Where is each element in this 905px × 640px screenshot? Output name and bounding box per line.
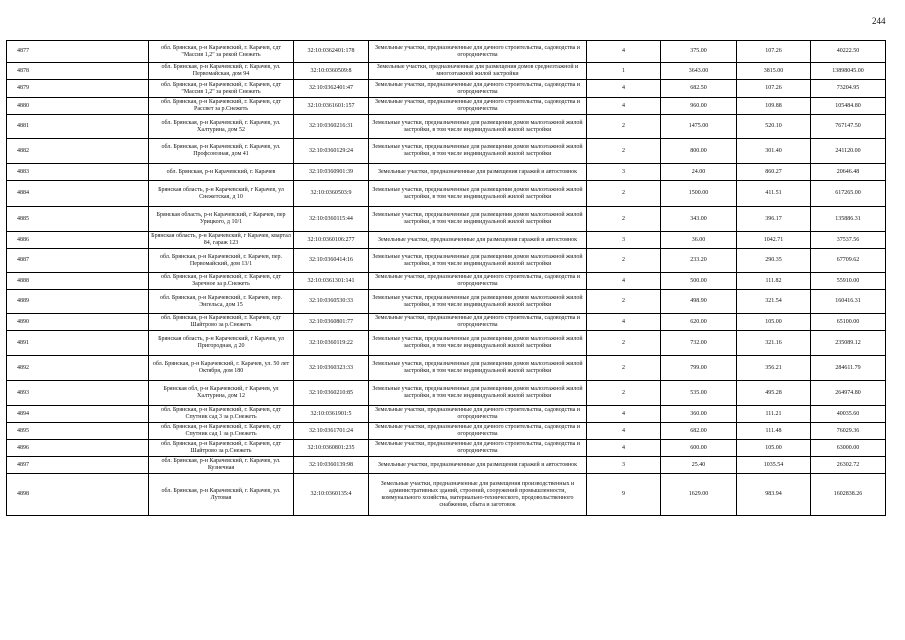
area-cell: 799.00 xyxy=(661,356,737,381)
area-cell: 800.00 xyxy=(661,139,737,164)
cadastral-value-cell: 284611.79 xyxy=(811,356,886,381)
cadastral-value-cell: 241120.00 xyxy=(811,139,886,164)
table-row xyxy=(7,290,886,314)
category-cell: 2 xyxy=(587,356,661,381)
row-number: 4878 xyxy=(7,63,149,80)
rate-cell: 301.40 xyxy=(737,139,811,164)
area-cell: 620.00 xyxy=(661,314,737,331)
cadastral-number-cell: 32:10:0360414:16 xyxy=(294,249,369,273)
rate-cell: 983.94 xyxy=(737,474,811,516)
land-use-cell: Земельные участки, предназначенные для размещения домов малоэтажной жилой застройки, в том числе индивидуальной жилой застройки xyxy=(369,381,587,406)
row-number: 4886 xyxy=(7,232,149,249)
table-row xyxy=(7,232,886,249)
rate-cell: 111.82 xyxy=(737,273,811,290)
address-cell: обл. Брянская, р-н Карачевский, г. Карачев xyxy=(149,164,294,181)
rate-cell: 3815.00 xyxy=(737,63,811,80)
category-cell: 2 xyxy=(587,181,661,207)
address-cell: обл. Брянская, р-н Карачевский, г. Карачев, ул. Халтурина, дом 52 xyxy=(149,115,294,139)
rate-cell: 396.17 xyxy=(737,207,811,232)
area-cell: 682.50 xyxy=(661,80,737,98)
cadastral-value-cell: 135886.31 xyxy=(811,207,886,232)
land-use-cell: Земельные участки, предназначенные для размещения гаражей и автостоянок xyxy=(369,164,587,181)
page-number: 244 xyxy=(872,16,886,26)
row-number: 4882 xyxy=(7,139,149,164)
area-cell: 1500.00 xyxy=(661,181,737,207)
area-cell: 3643.00 xyxy=(661,63,737,80)
area-cell: 25.40 xyxy=(661,457,737,474)
table-body xyxy=(7,41,886,516)
address-cell: обл. Брянская, р-н Карачевский, г. Карачев, сдт Шайтрово за р.Снежеть xyxy=(149,440,294,457)
area-cell: 36.00 xyxy=(661,232,737,249)
area-cell: 343.00 xyxy=(661,207,737,232)
rate-cell: 290.35 xyxy=(737,249,811,273)
cadastral-value-cell: 767147.50 xyxy=(811,115,886,139)
cadastral-number-cell: 32:10:0361901:5 xyxy=(294,406,369,423)
table-row xyxy=(7,314,886,331)
row-number: 4885 xyxy=(7,207,149,232)
land-use-cell: Земельные участки, предназначенные для дачного строительства, садоводства и огородничества xyxy=(369,314,587,331)
address-cell: обл. Брянская, р-н Карачевский, г. Карачев, сдт Шайтрово за р.Снежеть xyxy=(149,314,294,331)
land-use-cell: Земельные участки, предназначенные для размещения домов малоэтажной жилой застройки, в том числе индивидуальной жилой застройки xyxy=(369,139,587,164)
address-cell: обл. Брянская, р-н Карачевский, г. Карачев, пер. Первомайский, дом 13/1 xyxy=(149,249,294,273)
category-cell: 2 xyxy=(587,331,661,356)
row-number: 4877 xyxy=(7,41,149,63)
land-use-cell: Земельные участки, предназначенные для дачного строительства, садоводства и огородничества xyxy=(369,273,587,290)
cadastral-number-cell: 32:10:0360129:24 xyxy=(294,139,369,164)
address-cell: обл. Брянская, р-н Карачевский, г. Карачев, сдт "Массив 1,2" за рекой Снежеть xyxy=(149,41,294,63)
cadastral-number-cell: 32:10:0362401:47 xyxy=(294,80,369,98)
rate-cell: 111.21 xyxy=(737,406,811,423)
cadastral-number-cell: 32:10:0360210:85 xyxy=(294,381,369,406)
table-row xyxy=(7,474,886,516)
area-cell: 498.90 xyxy=(661,290,737,314)
rate-cell: 107.26 xyxy=(737,41,811,63)
rate-cell: 1042.71 xyxy=(737,232,811,249)
address-cell: обл. Брянская, р-н Карачевский, г. Карачев, сдт "Массив 1,2" за рекой Снежеть xyxy=(149,80,294,98)
category-cell: 4 xyxy=(587,98,661,115)
land-use-cell: Земельные участки, предназначенные для дачного строительства, садоводства и огородничества xyxy=(369,41,587,63)
land-use-cell: Земельные участки, предназначенные для размещения гаражей и автостоянок xyxy=(369,457,587,474)
address-cell: обл. Брянская, р-н Карачевский, г. Карачев, ул. 50 лет Октября, дом 180 xyxy=(149,356,294,381)
table-row xyxy=(7,80,886,98)
land-use-cell: Земельные участки, предназначенные для размещения домов малоэтажной жилой застройки, в том числе индивидуальной жилой застройки xyxy=(369,249,587,273)
cadastral-number-cell: 32:10:0360509:8 xyxy=(294,63,369,80)
category-cell: 2 xyxy=(587,139,661,164)
row-number: 4888 xyxy=(7,273,149,290)
rate-cell: 105.00 xyxy=(737,314,811,331)
cadastral-number-cell: 32:10:0360801:235 xyxy=(294,440,369,457)
address-cell: Брянская область, р-н Карачевский, г Карачев, пер Урицкого, д 10/1 xyxy=(149,207,294,232)
area-cell: 1629.00 xyxy=(661,474,737,516)
cadastral-value-cell: 55910.00 xyxy=(811,273,886,290)
cadastral-value-cell: 264974.80 xyxy=(811,381,886,406)
category-cell: 3 xyxy=(587,164,661,181)
area-cell: 960.00 xyxy=(661,98,737,115)
table-row xyxy=(7,115,886,139)
row-number: 4881 xyxy=(7,115,149,139)
land-use-cell: Земельные участки, предназначенные для размещения домов малоэтажной жилой застройки, в том числе индивидуальной жилой застройки xyxy=(369,181,587,207)
table-row xyxy=(7,457,886,474)
cadastral-value-cell: 65100.00 xyxy=(811,314,886,331)
cadastral-value-cell: 26302.72 xyxy=(811,457,886,474)
row-number: 4896 xyxy=(7,440,149,457)
area-cell: 233.20 xyxy=(661,249,737,273)
area-cell: 375.00 xyxy=(661,41,737,63)
row-number: 4889 xyxy=(7,290,149,314)
row-number: 4897 xyxy=(7,457,149,474)
land-use-cell: Земельные участки, предназначенные для дачного строительства, садоводства и огородничества xyxy=(369,440,587,457)
row-number: 4891 xyxy=(7,331,149,356)
category-cell: 4 xyxy=(587,273,661,290)
address-cell: обл. Брянская, р-н Карачевский, г. Карачев, сдт Рассвет за р.Снежеть xyxy=(149,98,294,115)
table-row xyxy=(7,207,886,232)
rate-cell: 321.54 xyxy=(737,290,811,314)
cadastral-number-cell: 32:10:0362401:178 xyxy=(294,41,369,63)
cadastral-value-cell: 73204.95 xyxy=(811,80,886,98)
cadastral-number-cell: 32:10:0361701:24 xyxy=(294,423,369,440)
area-cell: 682.00 xyxy=(661,423,737,440)
land-use-cell: Земельные участки, предназначенные для размещения домов малоэтажной жилой застройки, в том числе индивидуальной жилой застройки xyxy=(369,207,587,232)
area-cell: 732.00 xyxy=(661,331,737,356)
cadastral-number-cell: 32:10:0360801:77 xyxy=(294,314,369,331)
rate-cell: 107.26 xyxy=(737,80,811,98)
cadastral-value-cell: 20646.48 xyxy=(811,164,886,181)
address-cell: обл. Брянская, р-н Карачевский, г. Карачев, ул. Профсоюзная, дом 41 xyxy=(149,139,294,164)
category-cell: 2 xyxy=(587,290,661,314)
land-use-cell: Земельные участки, предназначенные для размещения домов среднеэтажной и многоэтажной жилой застройки xyxy=(369,63,587,80)
land-use-cell: Земельные участки, предназначенные для размещения производственных и административных зданий, строений, сооружений промышленности, коммунального хозяйства, материально-технического, продовольственного снабжения, сбыта и заготовок xyxy=(369,474,587,516)
table-row xyxy=(7,331,886,356)
cadastral-number-cell: 32:10:0360139:98 xyxy=(294,457,369,474)
category-cell: 1 xyxy=(587,63,661,80)
cadastral-value-cell: 1602838.26 xyxy=(811,474,886,516)
cadastral-number-cell: 32:10:0361301:141 xyxy=(294,273,369,290)
row-number: 4898 xyxy=(7,474,149,516)
cadastral-value-cell: 13898045.00 xyxy=(811,63,886,80)
row-number: 4894 xyxy=(7,406,149,423)
row-number: 4892 xyxy=(7,356,149,381)
category-cell: 9 xyxy=(587,474,661,516)
table-row xyxy=(7,139,886,164)
area-cell: 535.00 xyxy=(661,381,737,406)
cadastral-value-cell: 160416.31 xyxy=(811,290,886,314)
land-use-cell: Земельные участки, предназначенные для дачного строительства, садоводства и огородничества xyxy=(369,423,587,440)
rate-cell: 495.28 xyxy=(737,381,811,406)
land-use-cell: Земельные участки, предназначенные для размещения гаражей и автостоянок xyxy=(369,232,587,249)
cadastral-value-cell: 67709.62 xyxy=(811,249,886,273)
cadastral-value-cell: 76029.36 xyxy=(811,423,886,440)
cadastral-number-cell: 32:10:0360530:33 xyxy=(294,290,369,314)
cadastral-value-cell: 617265.00 xyxy=(811,181,886,207)
rate-cell: 321.16 xyxy=(737,331,811,356)
category-cell: 3 xyxy=(587,457,661,474)
cadastral-number-cell: 32:10:0360135:4 xyxy=(294,474,369,516)
row-number: 4880 xyxy=(7,98,149,115)
land-use-cell: Земельные участки, предназначенные для размещения домов малоэтажной жилой застройки, в том числе индивидуальной жилой застройки xyxy=(369,356,587,381)
area-cell: 24.00 xyxy=(661,164,737,181)
cadastral-number-cell: 32:10:0360115:44 xyxy=(294,207,369,232)
table-row xyxy=(7,273,886,290)
address-cell: обл. Брянская, р-н Карачевский, г. Карачев, сдт Спутник сад 3 за р.Снежеть xyxy=(149,406,294,423)
category-cell: 4 xyxy=(587,314,661,331)
address-cell: Брянская область, р-н Карачевский, г Карачев, ул Снежетская, д 10 xyxy=(149,181,294,207)
category-cell: 2 xyxy=(587,381,661,406)
category-cell: 4 xyxy=(587,80,661,98)
table-row xyxy=(7,356,886,381)
cadastral-value-cell: 37537.56 xyxy=(811,232,886,249)
cadastral-value-cell: 235089.12 xyxy=(811,331,886,356)
cadastral-number-cell: 32:10:0360216:31 xyxy=(294,115,369,139)
table-row xyxy=(7,381,886,406)
address-cell: Брянская область, р-н Карачевский, г Карачев, ул Пригородная, д 20 xyxy=(149,331,294,356)
address-cell: обл. Брянская, р-н Карачевский, г. Карачев, сдт Заречное за р.Снежеть xyxy=(149,273,294,290)
table-row xyxy=(7,249,886,273)
land-use-cell: Земельные участки, предназначенные для дачного строительства, садоводства и огородничества xyxy=(369,406,587,423)
area-cell: 500.00 xyxy=(661,273,737,290)
address-cell: обл. Брянская, р-н Карачевский, г. Карачев, сдт Спутник сад 1 за р.Снежеть xyxy=(149,423,294,440)
cadastral-number-cell: 32:10:0360323:33 xyxy=(294,356,369,381)
land-use-cell: Земельные участки, предназначенные для размещения домов малоэтажной жилой застройки, в том числе индивидуальной жилой застройки xyxy=(369,115,587,139)
rate-cell: 411.51 xyxy=(737,181,811,207)
category-cell: 4 xyxy=(587,423,661,440)
rate-cell: 111.48 xyxy=(737,423,811,440)
row-number: 4893 xyxy=(7,381,149,406)
category-cell: 4 xyxy=(587,406,661,423)
table-row xyxy=(7,98,886,115)
row-number: 4890 xyxy=(7,314,149,331)
table-row xyxy=(7,406,886,423)
address-cell: обл. Брянская, р-н Карачевский, г. Карачев, ул. Лутовая xyxy=(149,474,294,516)
category-cell: 2 xyxy=(587,249,661,273)
area-cell: 360.00 xyxy=(661,406,737,423)
rate-cell: 105.00 xyxy=(737,440,811,457)
cadastral-value-cell: 40035.60 xyxy=(811,406,886,423)
table-row xyxy=(7,423,886,440)
land-use-cell: Земельные участки, предназначенные для дачного строительства, садоводства и огородничества xyxy=(369,98,587,115)
address-cell: обл. Брянская, р-н Карачевский, г. Карачев, ул. Кузнечная xyxy=(149,457,294,474)
cadastral-number-cell: 32:10:0360119:22 xyxy=(294,331,369,356)
row-number: 4895 xyxy=(7,423,149,440)
address-cell: обл. Брянская, р-н Карачевский, г. Карачев, ул. Первомайская, дом 94 xyxy=(149,63,294,80)
rate-cell: 860.27 xyxy=(737,164,811,181)
area-cell: 600.00 xyxy=(661,440,737,457)
rate-cell: 520.10 xyxy=(737,115,811,139)
table-row xyxy=(7,440,886,457)
land-use-cell: Земельные участки, предназначенные для размещения домов малоэтажной жилой застройки, в том числе индивидуальной жилой застройки xyxy=(369,331,587,356)
table-row xyxy=(7,181,886,207)
cadastral-value-cell: 63000.00 xyxy=(811,440,886,457)
cadastral-number-cell: 32:10:0360503:9 xyxy=(294,181,369,207)
row-number: 4883 xyxy=(7,164,149,181)
address-cell: Брянская область, р-н Карачевский, г Карачев, квартал 84, гараж 123 xyxy=(149,232,294,249)
row-number: 4884 xyxy=(7,181,149,207)
category-cell: 2 xyxy=(587,115,661,139)
rate-cell: 356.21 xyxy=(737,356,811,381)
land-use-cell: Земельные участки, предназначенные для дачного строительства, садоводства и огородничества xyxy=(369,80,587,98)
table-row xyxy=(7,164,886,181)
cadastral-number-cell: 32:10:0361601:157 xyxy=(294,98,369,115)
category-cell: 2 xyxy=(587,207,661,232)
table-row xyxy=(7,41,886,63)
category-cell: 4 xyxy=(587,41,661,63)
cadastral-value-cell: 105484.80 xyxy=(811,98,886,115)
row-number: 4887 xyxy=(7,249,149,273)
cadastral-value-cell: 40222.50 xyxy=(811,41,886,63)
rate-cell: 1035.54 xyxy=(737,457,811,474)
table-row xyxy=(7,63,886,80)
cadastral-number-cell: 32:10:0360106:277 xyxy=(294,232,369,249)
row-number: 4879 xyxy=(7,80,149,98)
address-cell: Брянская обл, р-н Карачевский, г Карачев, ул Халтурина, дом 12 xyxy=(149,381,294,406)
category-cell: 3 xyxy=(587,232,661,249)
area-cell: 1475.00 xyxy=(661,115,737,139)
address-cell: обл. Брянская, р-н Карачевский, г. Карачев, пер. Энгельса, дом 15 xyxy=(149,290,294,314)
land-use-cell: Земельные участки, предназначенные для размещения домов малоэтажной жилой застройки, в том числе индивидуальной жилой застройки xyxy=(369,290,587,314)
cadastral-number-cell: 32:10:0360901:39 xyxy=(294,164,369,181)
land-register-table xyxy=(6,40,886,516)
rate-cell: 109.88 xyxy=(737,98,811,115)
category-cell: 4 xyxy=(587,440,661,457)
